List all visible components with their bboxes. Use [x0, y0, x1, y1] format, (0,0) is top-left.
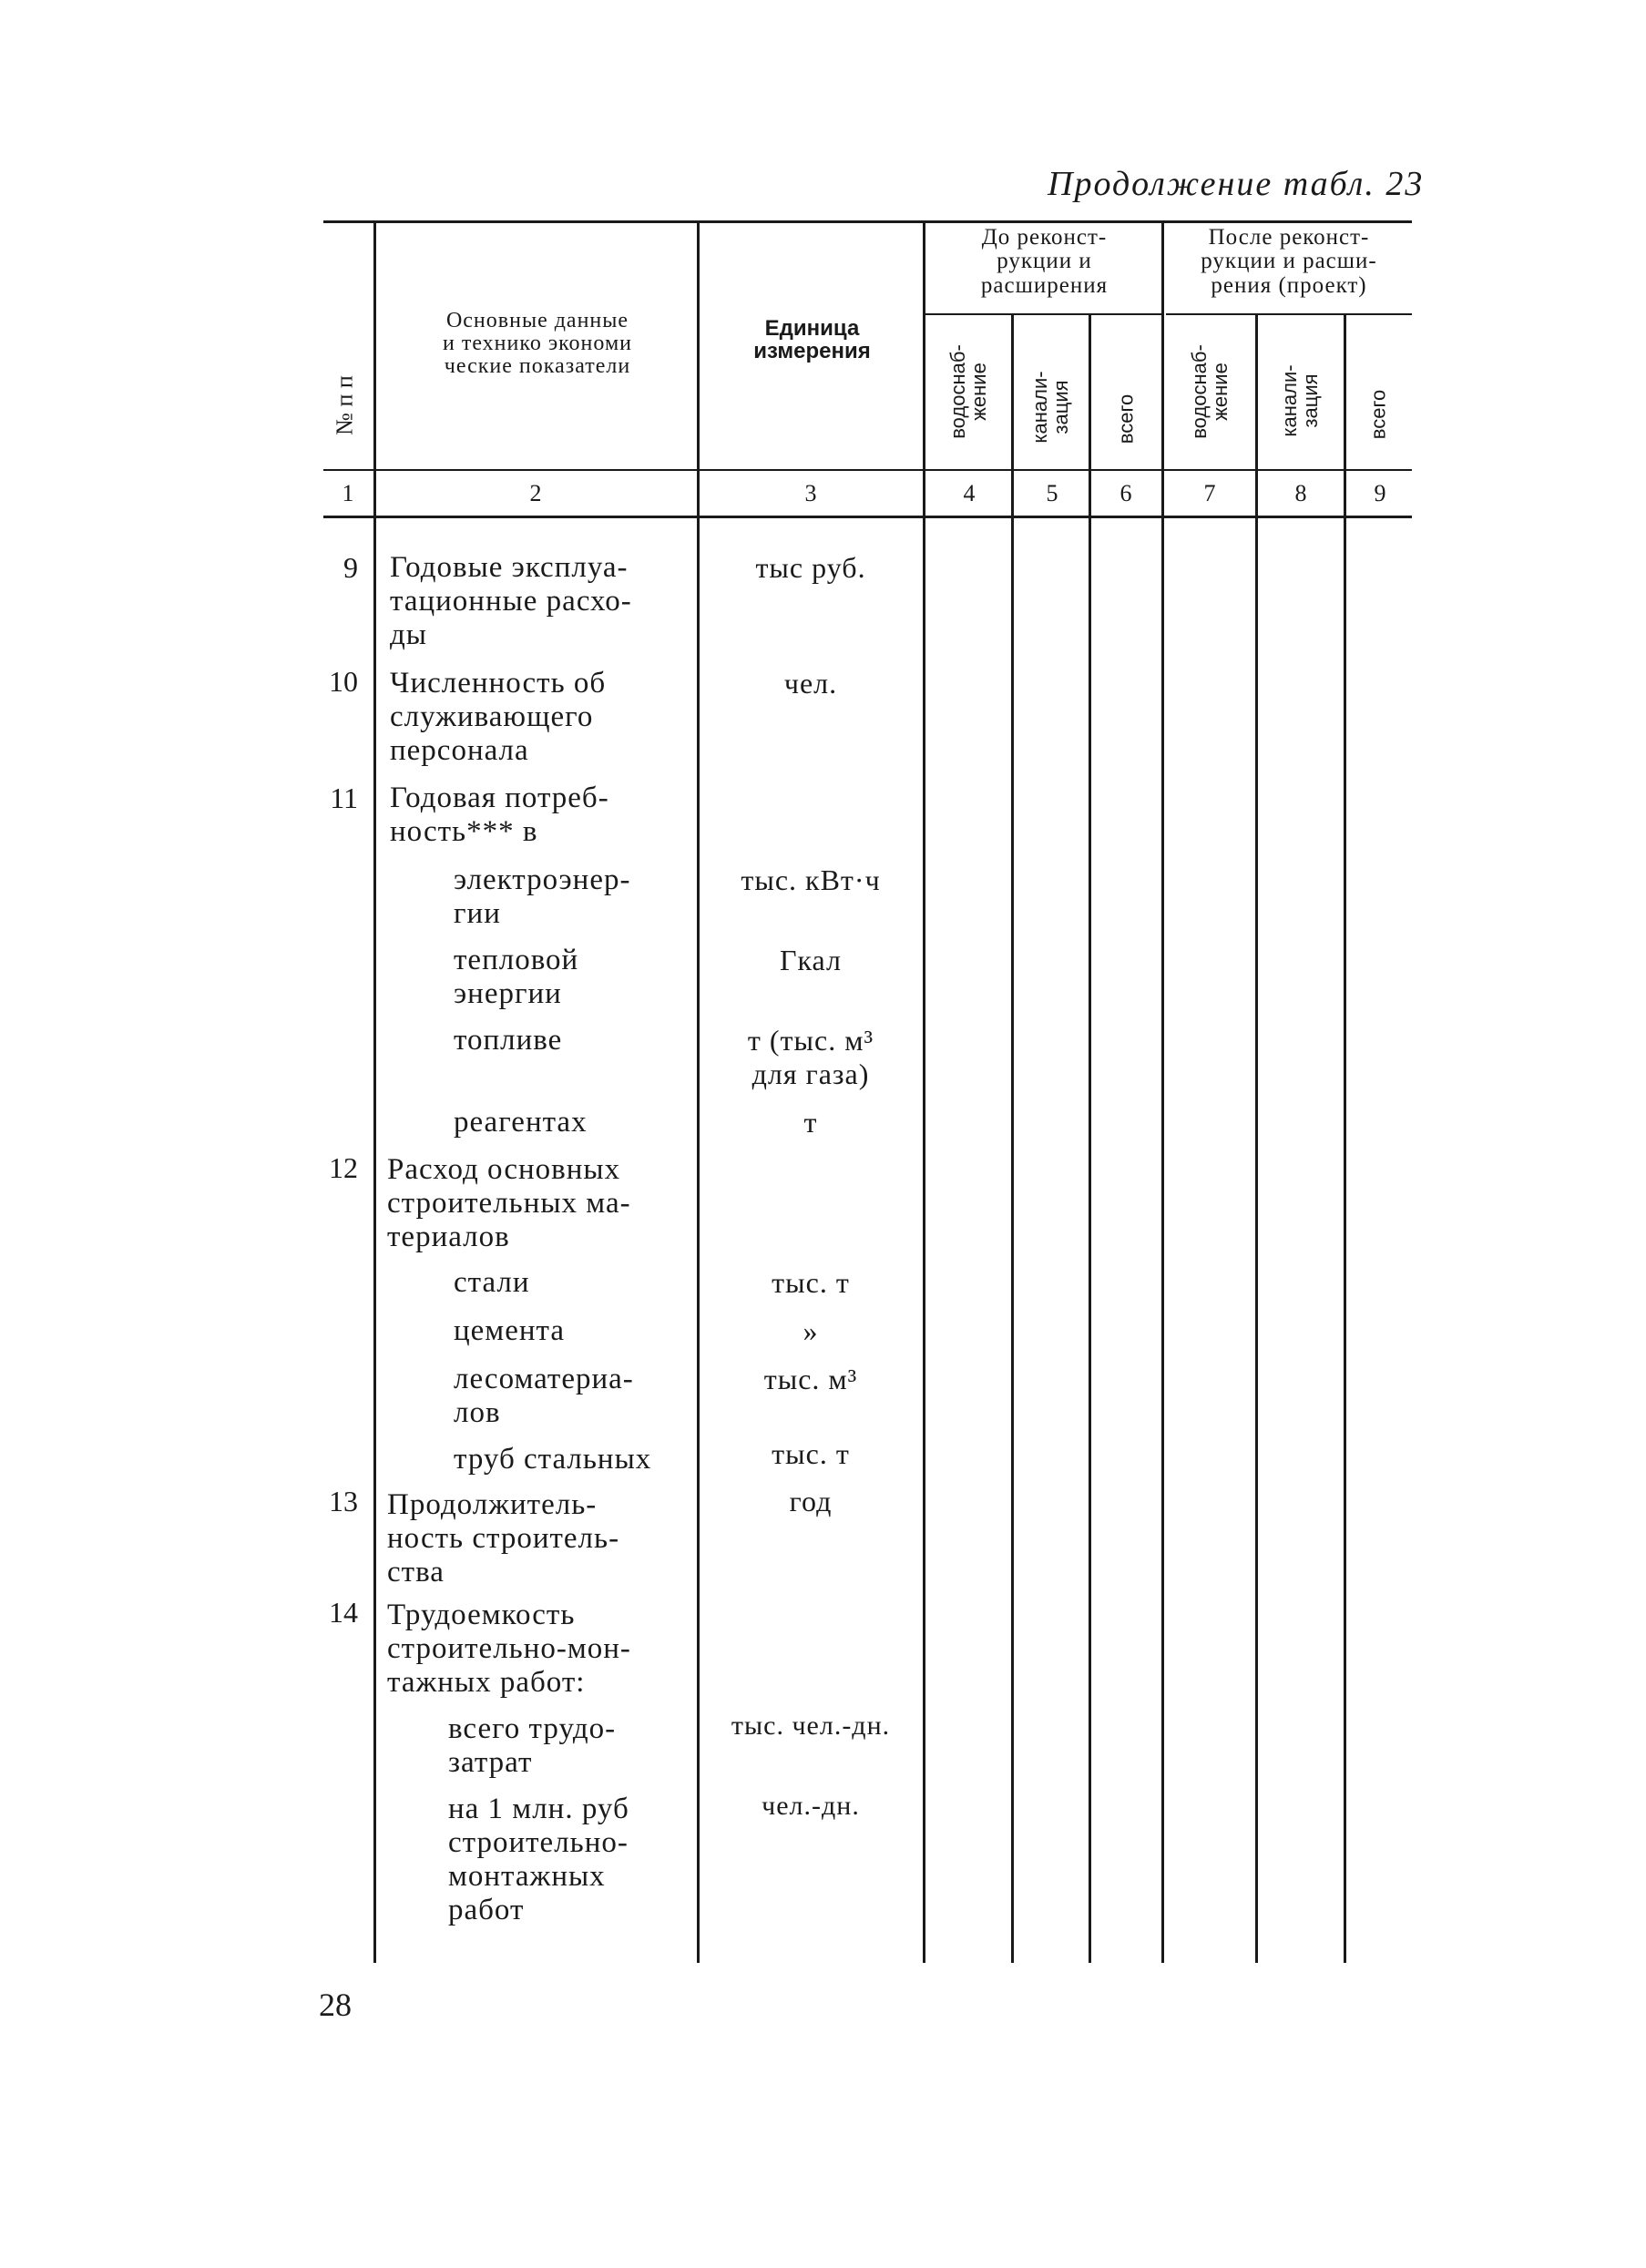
- col-divider-3: [923, 223, 925, 1963]
- row-number: 11: [330, 782, 358, 814]
- row-label: Годовые эксплуа- тационные расхо- ды: [390, 551, 632, 651]
- row-unit: тыс. т: [772, 1266, 850, 1299]
- column-number-1: 1: [342, 480, 354, 506]
- row-label: топливе: [454, 1024, 563, 1057]
- col-divider-7: [1255, 315, 1258, 1963]
- header-sub-total-after: всего: [1366, 389, 1390, 440]
- row-label: лесоматериа- лов: [454, 1363, 634, 1429]
- row-number: 14: [329, 1596, 358, 1629]
- row-label: всего трудо- затрат: [448, 1712, 617, 1779]
- row-unit: т: [803, 1106, 818, 1139]
- column-number-2: 2: [529, 480, 542, 506]
- col-divider-8: [1344, 315, 1346, 1963]
- row-label: на 1 млн. руб строительно- монтажных работ: [448, 1793, 629, 1926]
- table-caption: Продолжение табл. 23: [1048, 165, 1425, 203]
- header-group-before: До реконст- рукции и расширения: [980, 225, 1109, 298]
- column-number-9: 9: [1374, 480, 1386, 506]
- row-unit: год: [789, 1485, 833, 1517]
- column-numbers-rule: [323, 516, 1412, 518]
- header-group-after: После реконст- рукции и расши- рения (проект): [1201, 225, 1377, 298]
- group-underline-before: [925, 313, 1161, 315]
- row-label: тепловой энергии: [454, 944, 579, 1010]
- row-number: 13: [329, 1485, 358, 1517]
- row-unit: тыс. м³: [763, 1363, 858, 1395]
- row-label: цемента: [454, 1314, 565, 1347]
- table-top-rule: [323, 220, 1412, 223]
- row-unit: тыс. чел.-дн.: [731, 1711, 891, 1741]
- col-divider-4: [1011, 315, 1014, 1963]
- header-sub-total-before: всего: [1114, 393, 1138, 444]
- row-unit: »: [803, 1314, 819, 1347]
- col-divider-2: [697, 223, 700, 1963]
- header-sub-water-before: водоснаб- жение: [946, 344, 990, 439]
- header-bottom-rule: [323, 469, 1412, 471]
- row-number: 9: [343, 551, 358, 584]
- column-number-5: 5: [1046, 480, 1058, 506]
- row-label: Численность об служивающего персонала: [390, 667, 607, 767]
- row-label: электроэнер- гии: [454, 863, 631, 930]
- row-label: труб стальных: [454, 1443, 652, 1476]
- row-number: 12: [329, 1151, 358, 1184]
- group-underline-after: [1166, 313, 1412, 315]
- header-unit: Единица измерения: [753, 316, 871, 364]
- row-unit: чел.: [783, 667, 838, 700]
- row-label: Продолжитель- ность строитель- ства: [387, 1488, 620, 1589]
- row-unit: Гкал: [779, 944, 842, 976]
- column-number-7: 7: [1203, 480, 1216, 506]
- column-number-4: 4: [963, 480, 976, 506]
- row-number: 10: [329, 665, 358, 698]
- header-sub-sewer-before: канали- зация: [1027, 371, 1072, 444]
- column-number-6: 6: [1119, 480, 1132, 506]
- row-unit: тыс руб.: [755, 551, 866, 584]
- col-divider-5: [1089, 315, 1091, 1963]
- header-indicators: Основные данные и технико экономи ческие показатели: [443, 309, 632, 379]
- col-divider-1: [373, 223, 376, 1963]
- column-number-3: 3: [804, 480, 817, 506]
- row-label: стали: [454, 1266, 530, 1299]
- header-row-number: № п п: [331, 375, 358, 435]
- row-unit: тыс. кВт·ч: [741, 863, 881, 896]
- page-number: 28: [319, 1987, 352, 2023]
- row-unit: т (тыс. м³ для газа): [747, 1024, 874, 1090]
- row-label: Годовая потреб- ность*** в: [390, 782, 609, 848]
- row-label: Трудоемкость строительно-мон- тажных работ:: [387, 1599, 631, 1699]
- column-number-8: 8: [1294, 480, 1307, 506]
- row-label: Расход основных строительных ма- териалов: [387, 1153, 631, 1253]
- row-unit: чел.-дн.: [762, 1791, 860, 1821]
- header-sub-water-after: водоснаб- жение: [1187, 344, 1232, 439]
- row-unit: тыс. т: [772, 1437, 850, 1470]
- row-label: реагентах: [454, 1106, 588, 1139]
- header-sub-sewer-after: канали- зация: [1277, 364, 1322, 437]
- col-divider-6: [1161, 223, 1164, 1963]
